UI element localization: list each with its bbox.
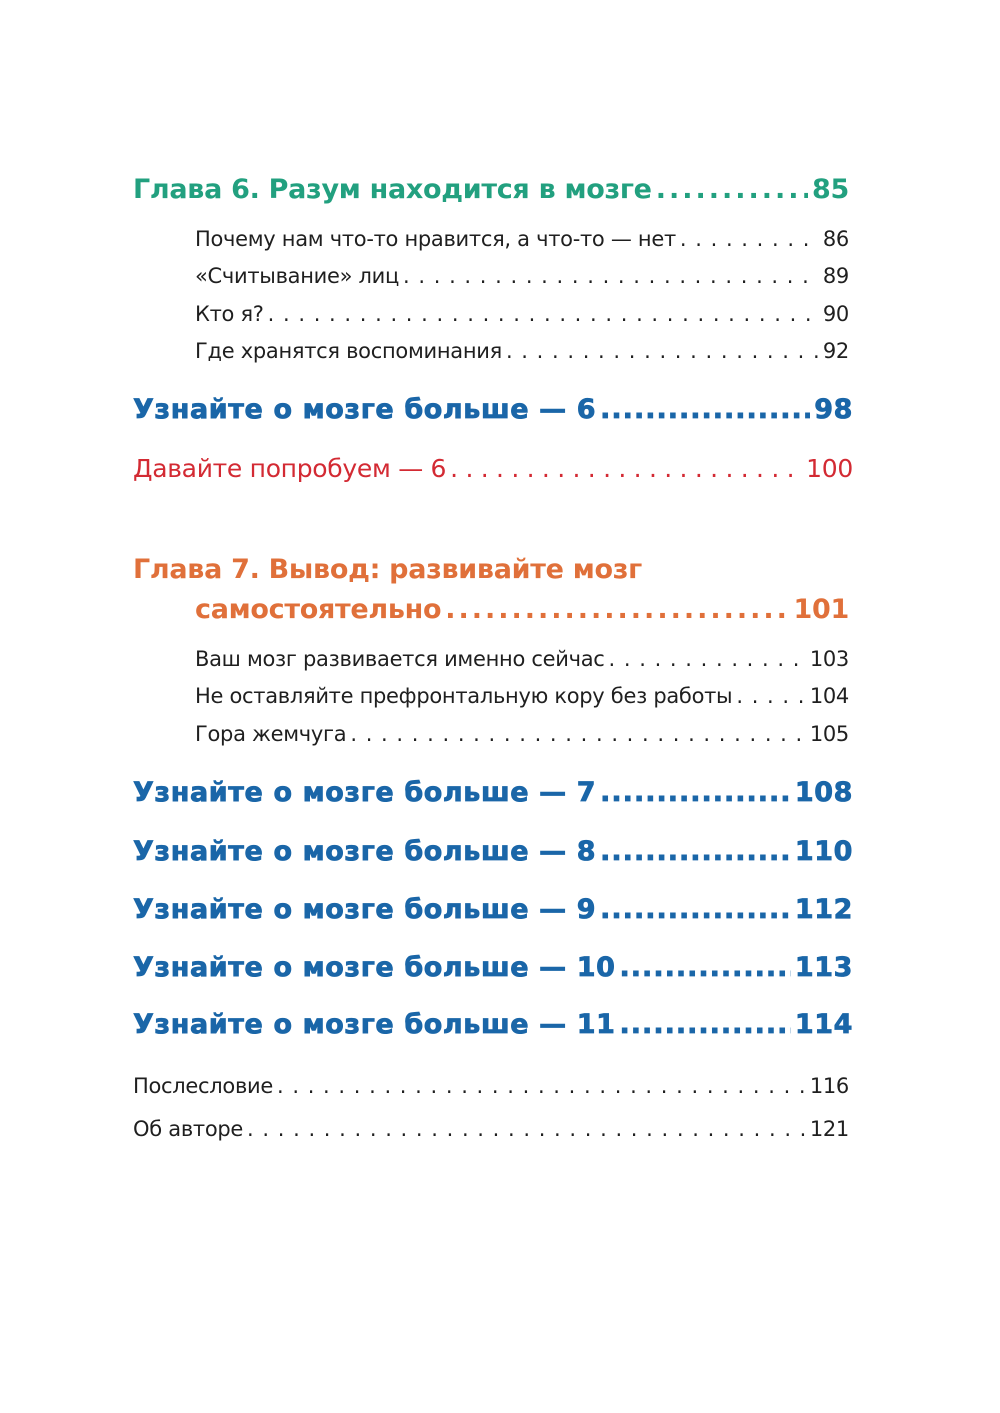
dot-leader [620, 949, 791, 987]
page-number: 85 [812, 174, 849, 205]
entry-title: Узнайте о мозге больше — 7 [133, 777, 597, 808]
entry-title: Узнайте о мозге больше — 9 [133, 894, 597, 925]
entry-title: Узнайте о мозге больше — 11 [133, 1009, 616, 1040]
toc-learn-more-9[interactable] [133, 891, 853, 929]
dot-leader [445, 592, 789, 628]
page-number: 104 [809, 684, 849, 708]
page-number: 113 [794, 952, 853, 983]
page-number: 116 [809, 1074, 849, 1098]
toc-learn-more-7[interactable] [133, 774, 853, 812]
chapter-title-continued: самостоятельно [195, 594, 442, 625]
dot-leader [403, 261, 819, 291]
dot-leader [609, 644, 806, 674]
page-number: 98 [814, 394, 853, 425]
toc-learn-more-6[interactable] [133, 391, 853, 429]
section-title: Не оставляйте префронтальную кору без работы [195, 684, 733, 708]
toc-chapter-6[interactable] [133, 172, 849, 208]
toc-try-6[interactable] [133, 451, 853, 487]
page-number: 105 [809, 722, 849, 746]
page-number: 100 [806, 454, 853, 483]
page-number: 90 [822, 302, 849, 326]
dot-leader [350, 719, 805, 749]
toc-learn-more-10[interactable] [133, 949, 853, 987]
page-number: 101 [793, 594, 849, 625]
section-title: Гора жемчуга [195, 722, 347, 746]
entry-title: Давайте попробуем — 6 [133, 454, 447, 483]
entry-title: Об авторе [133, 1117, 244, 1141]
dot-leader [268, 299, 819, 329]
page-number: 89 [822, 264, 849, 288]
toc-chapter-7[interactable] [195, 592, 849, 628]
dot-leader [247, 1114, 806, 1144]
toc-section[interactable] [195, 299, 849, 329]
section-title: Кто я? [195, 302, 264, 326]
page-number: 114 [794, 1009, 853, 1040]
section-title: Ваш мозг развивается именно сейчас [195, 647, 605, 671]
page-number: 112 [794, 894, 853, 925]
entry-title: Узнайте о мозге больше — 6 [133, 394, 597, 425]
toc-chapter-7-title-line-1[interactable] [133, 552, 849, 588]
toc-section[interactable] [195, 719, 849, 749]
page-number: 108 [794, 777, 853, 808]
section-title: Почему нам что-то нравится, а что-то — нет [195, 227, 676, 251]
toc-section[interactable] [195, 644, 849, 674]
toc-section[interactable] [195, 336, 849, 366]
dot-leader [600, 891, 791, 929]
dot-leader [277, 1071, 806, 1101]
toc-about-author[interactable] [133, 1114, 849, 1144]
toc-section[interactable] [195, 681, 849, 711]
chapter-title: Глава 7. Вывод: развивайте мозг [133, 554, 642, 585]
page-number: 86 [822, 227, 849, 251]
dot-leader [450, 451, 802, 487]
toc-afterword[interactable] [133, 1071, 849, 1101]
dot-leader [680, 224, 819, 254]
section-title: «Считывание» лиц [195, 264, 400, 288]
dot-leader [506, 336, 819, 366]
toc-learn-more-8[interactable] [133, 833, 853, 871]
dot-leader [620, 1006, 791, 1044]
page-number: 92 [822, 339, 849, 363]
page-number: 121 [809, 1117, 849, 1141]
toc-learn-more-11[interactable] [133, 1006, 853, 1044]
entry-title: Узнайте о мозге больше — 10 [133, 952, 616, 983]
dot-leader [656, 172, 808, 208]
dot-leader [600, 833, 791, 871]
page-number: 110 [794, 836, 853, 867]
toc-section[interactable] [195, 261, 849, 291]
chapter-title: Глава 6. Разум находится в мозге [133, 174, 652, 205]
page-number: 103 [809, 647, 849, 671]
dot-leader [736, 681, 805, 711]
section-title: Где хранятся воспоминания [195, 339, 502, 363]
dot-leader [600, 391, 810, 429]
entry-title: Узнайте о мозге больше — 8 [133, 836, 597, 867]
dot-leader [600, 774, 791, 812]
entry-title: Послесловие [133, 1074, 273, 1098]
toc-section[interactable] [195, 224, 849, 254]
